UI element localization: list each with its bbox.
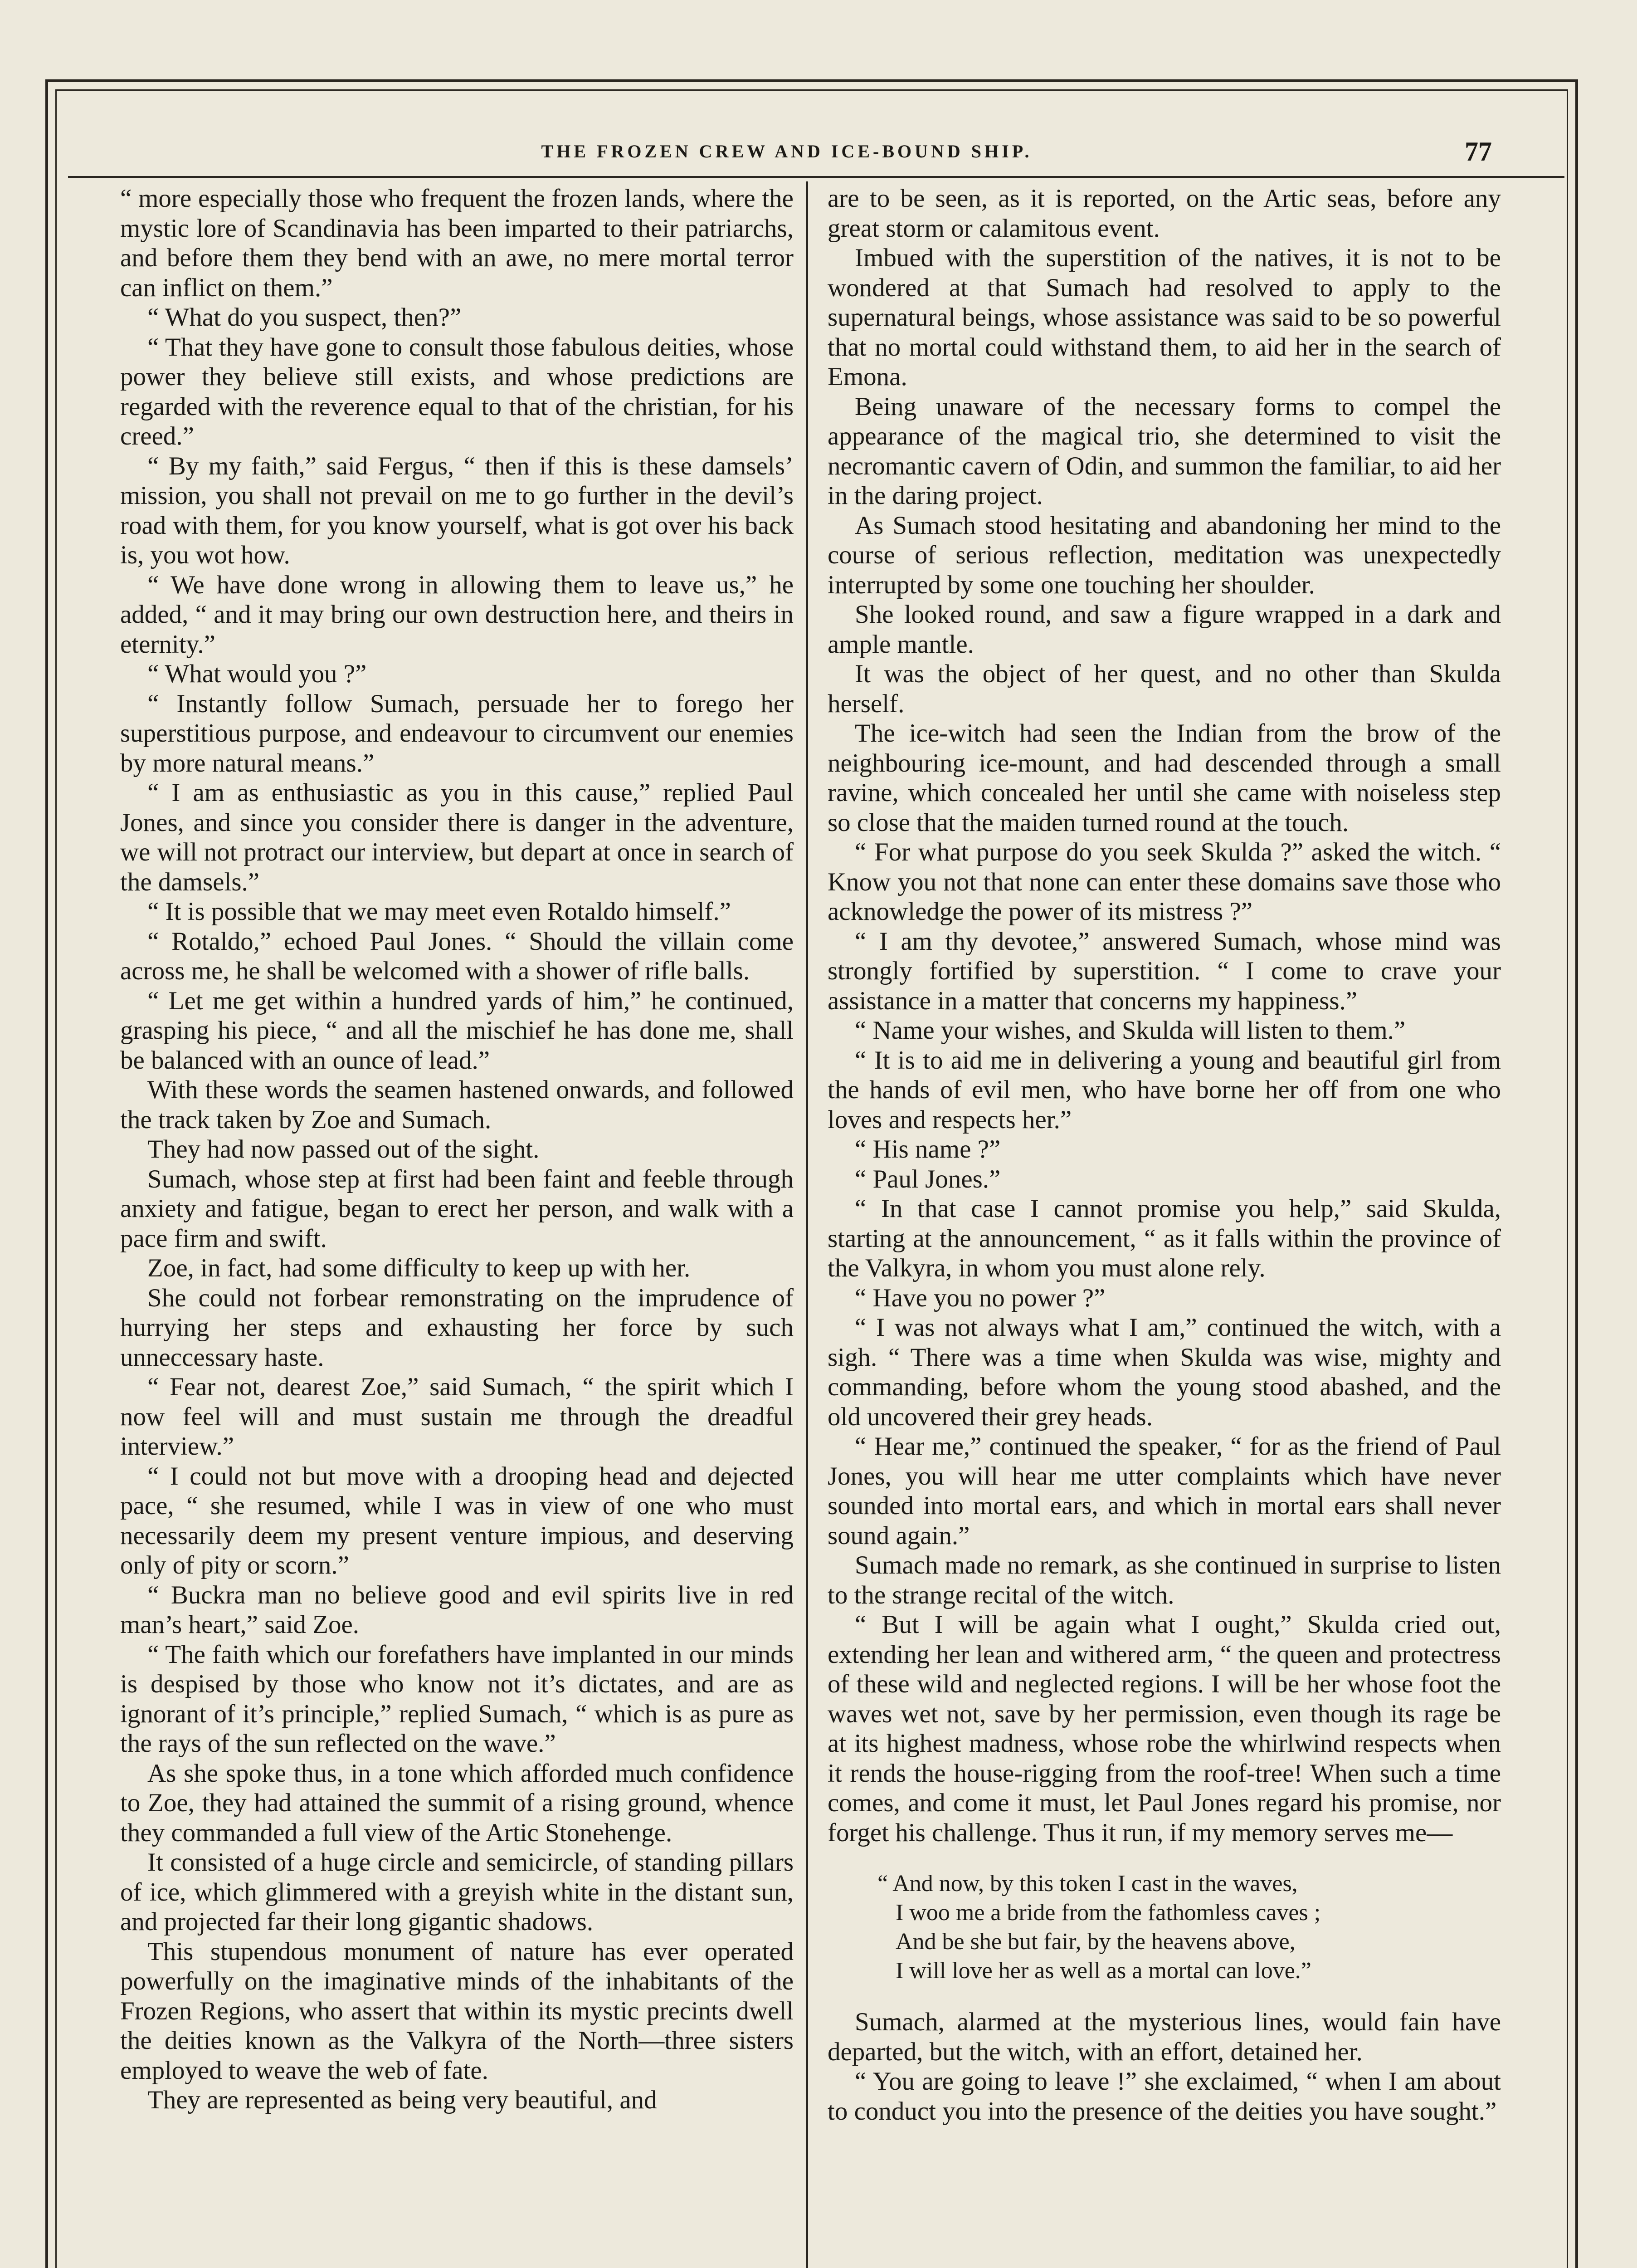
paragraph: The ice-witch had seen the Indian from the brow of the neighbouring ice-mount, and had descended through a small ravine, which concealed her until she came with noiseless step so close that the maiden turned round at the touch. bbox=[828, 719, 1501, 837]
verse-line: And be she but fair, by the heavens above, bbox=[896, 1929, 1296, 1955]
paragraph: “ Instantly follow Sumach, persuade her to forego her superstitious purpose, and endeavour to circumvent our enemies by more natural means.” bbox=[120, 689, 794, 777]
paragraph: “ The faith which our forefathers have implanted in our minds is despised by those who know not it’s dictates, and are as ignorant of it’s principle,” replied Sumach, “ which is as pure as the rays of the sun reflected on the wave.” bbox=[120, 1640, 794, 1758]
paragraph: “ Name your wishes, and Skulda will listen to them.” bbox=[855, 1016, 1406, 1045]
paragraph: “ It is possible that we may meet even Rotaldo himself.” bbox=[147, 897, 731, 926]
paragraph: “ It is to aid me in delivering a young and beautiful girl from the hands of evil men, who have borne her off from one who loves and respects her.” bbox=[828, 1046, 1501, 1134]
paragraph: “ That they have gone to consult those fabulous deities, whose power they believe still exists, and whose predictions are regarded with the reverence equal to that of the christian, for his creed.” bbox=[120, 332, 794, 450]
paragraph: “ You are going to leave !” she exclaimed, “ when I am about to conduct you into the presence of the deities you have sought.” bbox=[828, 2067, 1501, 2126]
verse-line: I woo me a bride from the fathomless caves ; bbox=[896, 1900, 1321, 1926]
paragraph: As she spoke thus, in a tone which afforded much confidence to Zoe, they had attained the summit of a rising ground, whence they commanded a full view of the Artic Stonehenge. bbox=[120, 1759, 794, 1847]
paragraph: “ Fear not, dearest Zoe,” said Sumach, “ the spirit which I now feel will and must sustain me through the dreadful interview.” bbox=[120, 1373, 794, 1461]
paragraph: “ By my faith,” said Fergus, “ then if this is these damsels’ mission, you shall not prevail on me to go further in the devil’s road with them, for you know yourself, what is got over his back is, you wot how. bbox=[120, 451, 794, 569]
paragraph: Zoe, in fact, had some difficulty to keep up with her. bbox=[147, 1254, 691, 1282]
paragraph: She looked round, and saw a figure wrapped in a dark and ample mantle. bbox=[828, 600, 1501, 659]
paragraph: Sumach, alarmed at the mysterious lines, would fain have departed, but the witch, with an effort, detained her. bbox=[828, 2008, 1501, 2066]
paragraph: are to be seen, as it is reported, on the Artic seas, before any great storm or calamitous event. bbox=[828, 184, 1501, 243]
paragraph: “ Let me get within a hundred yards of him,” he continued, grasping his piece, “ and all the mischief he has done me, shall be balanced with an ounce of lead.” bbox=[120, 986, 794, 1075]
right-column bbox=[828, 184, 1501, 2126]
verse-block bbox=[828, 1869, 1501, 1985]
paragraph: Sumach, whose step at first had been faint and feeble through anxiety and fatigue, began to erect her person, and walk with a pace firm and swift. bbox=[120, 1164, 794, 1253]
running-title: THE FROZEN CREW AND ICE-BOUND SHIP. bbox=[541, 141, 1033, 161]
column-divider bbox=[806, 181, 808, 2268]
paragraph: As Sumach stood hesitating and abandoning her mind to the course of serious reflection, meditation was unexpectedly interrupted by some one touching her shoulder. bbox=[828, 511, 1501, 599]
paragraph: “ Hear me,” continued the speaker, “ for as the friend of Paul Jones, you will hear me utter complaints which have never sounded into mortal ears, and which in mortal ears shall never sound again.” bbox=[828, 1432, 1501, 1550]
paragraph: “ more especially those who frequent the frozen lands, where the mystic lore of Scandinavia has been imparted to their patriarchs, and before them they bend with an awe, no mere mortal terror can inflict on them.” bbox=[120, 184, 794, 302]
verse-line: I will love her as well as a mortal can love.” bbox=[896, 1958, 1311, 1984]
paragraph: With these words the seamen hastened onwards, and followed the track taken by Zoe and Sumach. bbox=[120, 1075, 794, 1134]
paragraph: “ I am as enthusiastic as you in this cause,” replied Paul Jones, and since you consider there is danger in the adventure, we will not protract our interview, but depart at once in search of the damsels.” bbox=[120, 778, 794, 896]
paragraph: “ But I will be again what I ought,” Skulda cried out, extending her lean and withered arm, “ the queen and protectress of these wild and neglected regions. I will be her whose foot the waves wet not, save by her permission, even though its rage be at its highest madness, whose robe the whirlwind respects when it rends the house-rigging from the roof-tree! When such a time comes, and come it must, let Paul Jones regard his promise, nor forget his challenge. Thus it run, if my memory serves me— bbox=[828, 1610, 1501, 1847]
paragraph: “ His name ?” bbox=[855, 1135, 1001, 1163]
verse-line: “ And now, by this token I cast in the waves, bbox=[877, 1871, 1298, 1897]
paragraph: “ I was not always what I am,” continued the witch, with a sigh. “ There was a time when Skulda was wise, mighty and commanding, before whom the young stood abashed, and the old uncovered their grey heads. bbox=[828, 1313, 1501, 1431]
paragraph: Imbued with the superstition of the natives, it is not to be wondered at that Sumach had resolved to apply to the supernatural beings, whose assistance was said to be so powerful that no mortal could withstand them, to aid her in the search of Emona. bbox=[828, 244, 1501, 391]
paragraph: This stupendous monument of nature has ever operated powerfully on the imaginative minds of the inhabitants of the Frozen Regions, who assert that within its mystic precints dwell the deities known as the Valkyra of the North—three sisters employed to weave the web of fate. bbox=[120, 1937, 794, 2085]
paragraph: “ For what purpose do you seek Skulda ?” asked the witch. “ Know you not that none can enter these domains save those who acknowledge the power of its mistress ?” bbox=[828, 838, 1501, 926]
paragraph: “ Buckra man no believe good and evil spirits live in red man’s heart,” said Zoe. bbox=[120, 1580, 794, 1639]
paragraph: It consisted of a huge circle and semicircle, of standing pillars of ice, which glimmered with a greyish white in the distant sun, and projected far their long gigantic shadows. bbox=[120, 1848, 794, 1936]
header-rule bbox=[68, 176, 1564, 178]
paragraph: “ Rotaldo,” echoed Paul Jones. “ Should the villain come across me, he shall be welcomed with a shower of rifle balls. bbox=[120, 927, 794, 985]
paragraph: Sumach made no remark, as she continued in surprise to listen to the strange recital of the witch. bbox=[828, 1551, 1501, 1609]
paragraph: “ Have you no power ?” bbox=[855, 1283, 1106, 1312]
paragraph: They are represented as being very beautiful, and bbox=[147, 2086, 657, 2114]
paragraph: Being unaware of the necessary forms to compel the appearance of the magical trio, she determined to visit the necromantic cavern of Odin, and summon the familiar, to aid her in the daring project. bbox=[828, 392, 1501, 510]
paragraph: “ Paul Jones.” bbox=[855, 1164, 1001, 1193]
paragraph: “ In that case I cannot promise you help,” said Skulda, starting at the announcement, “ as it falls within the province of the Valkyra, in whom you must alone rely. bbox=[828, 1194, 1501, 1282]
paragraph: She could not forbear remonstrating on the imprudence of hurrying her steps and exhausting her force by such unneccessary haste. bbox=[120, 1283, 794, 1372]
paragraph: “ What do you suspect, then?” bbox=[147, 303, 462, 332]
paragraph: “ I am thy devotee,” answered Sumach, whose mind was strongly fortified by superstition. “ I come to crave your assistance in a matter that concerns my happiness.” bbox=[828, 927, 1501, 1015]
running-head bbox=[82, 136, 1492, 172]
left-column bbox=[120, 184, 794, 2115]
paragraph: “ I could not but move with a drooping head and dejected pace, “ she resumed, while I was in view of one who must necessarily deem my present venture impious, and deserving only of pity or scorn.” bbox=[120, 1461, 794, 1579]
paragraph: “ We have done wrong in allowing them to leave us,” he added, “ and it may bring our own destruction here, and theirs in eternity.” bbox=[120, 570, 794, 659]
page-number: 77 bbox=[1465, 137, 1492, 166]
paragraph: “ What would you ?” bbox=[147, 660, 367, 688]
paragraph: It was the object of her quest, and no other than Skulda herself. bbox=[828, 660, 1501, 718]
paragraph: They had now passed out of the sight. bbox=[147, 1135, 540, 1163]
